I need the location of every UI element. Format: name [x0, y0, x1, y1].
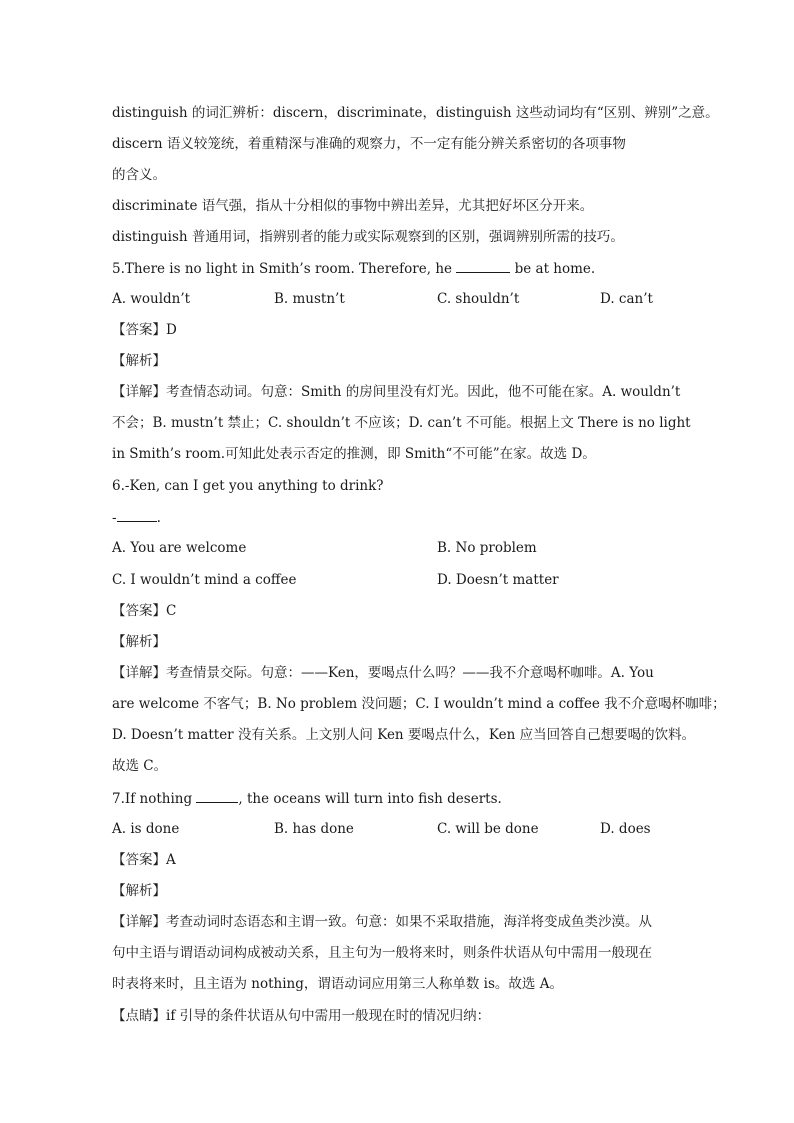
q7-tip: 【点睛】if 引导的条件状语从句中需用一般现在时的情况归纳： — [112, 1008, 491, 1024]
q7-stem-end: , the oceans will turn into fish deserts. — [238, 791, 502, 807]
q7-stem — [112, 790, 502, 807]
q6-detail-line-3: D. Doesn’t matter 没有关系。上文别人问 Ken 要喝点什么，Ken 应当回答自己想要喝的饮料。 — [112, 727, 696, 743]
q6-option-a: A. You are welcome — [112, 540, 247, 556]
q7-blank — [196, 790, 238, 803]
q6-option-d: D. Doesn’t matter — [437, 572, 559, 588]
intro-line-3: 的含义。 — [112, 167, 166, 183]
q5-analysis-heading: 【解析】 — [112, 353, 166, 369]
q6-analysis-heading: 【解析】 — [112, 634, 166, 650]
q5-answer: 【答案】D — [112, 322, 177, 338]
q5-stem — [112, 260, 595, 277]
q5-option-b: B. mustn’t — [274, 291, 345, 307]
intro-line-5: distinguish 普通用词，指辨别者的能力或实际观察到的区别，强调辨别所需的技巧。 — [112, 229, 624, 245]
q6-option-c: C. I wouldn’t mind a coffee — [112, 572, 297, 588]
q7-detail-line-2: 句中主语与谓语动词构成被动关系，且主句为一般将来时，则条件状语从句中需用一般现在 — [112, 945, 652, 961]
q5-detail-line-2: 不会；B. mustn’t 禁止；C. shouldn’t 不应该；D. can’t 不可能。根据上文 There is no light — [112, 415, 691, 431]
q5-stem-start: 5.There is no light in Smith’s room. Therefore, he — [112, 261, 452, 277]
q6-option-b: B. No problem — [437, 540, 537, 556]
q6-detail-line-4: 故选 C。 — [112, 758, 168, 774]
q7-stem-start: 7.If nothing — [112, 791, 193, 807]
q7-answer: 【答案】A — [112, 852, 176, 868]
q7-option-b: B. has done — [274, 821, 354, 837]
q6-reply-end: . — [156, 510, 161, 526]
intro-line-4: discriminate 语气强，指从十分相似的事物中辨出差异，尤其把好坏区分开来。 — [112, 198, 594, 214]
q5-option-d: D. can’t — [600, 291, 653, 307]
q7-option-a: A. is done — [112, 821, 180, 837]
q6-answer: 【答案】C — [112, 603, 177, 619]
q6-stem: 6.-Ken, can I get you anything to drink? — [112, 478, 384, 494]
intro-line-1: distinguish 的词汇辨析：discern，discriminate，distinguish 这些动词均有“区别、辨别”之意。 — [112, 105, 719, 121]
q7-option-c: C. will be done — [437, 821, 539, 837]
q6-blank — [117, 509, 157, 522]
q7-option-d: D. does — [600, 821, 651, 837]
q7-analysis-heading: 【解析】 — [112, 883, 166, 899]
q5-detail-line-3: in Smith’s room.可知此处表示否定的推测，即 Smith“不可能”在家。故选 D。 — [112, 446, 596, 462]
q5-option-c: C. shouldn’t — [437, 291, 520, 307]
q6-reply-dash: - — [112, 510, 117, 526]
q6-detail-line-1: 【详解】考查情景交际。句意：——Ken，要喝点什么吗？——我不介意喝杯咖啡。A. You — [112, 665, 654, 681]
q5-blank — [456, 260, 510, 273]
q6-reply — [112, 509, 161, 526]
q7-detail-line-1: 【详解】考查动词时态语态和主谓一致。句意：如果不采取措施，海洋将变成鱼类沙漠。从 — [112, 914, 652, 930]
q5-option-a: A. wouldn’t — [112, 291, 191, 307]
intro-line-2: discern 语义较笼统，着重精深与准确的观察力，不一定有能分辨关系密切的各项事物 — [112, 136, 626, 152]
q7-detail-line-3: 时表将来时，且主语为 nothing，谓语动词应用第三人称单数 is。故选 A。 — [112, 976, 563, 992]
q5-stem-end: be at home. — [514, 261, 596, 277]
q5-detail-line-1: 【详解】考查情态动词。句意：Smith 的房间里没有灯光。因此，他不可能在家。A. wouldn’t — [112, 384, 681, 400]
q6-detail-line-2: are welcome 不客气；B. No problem 没问题；C. I wouldn’t mind a coffee 我不介意喝杯咖啡； — [112, 696, 726, 712]
